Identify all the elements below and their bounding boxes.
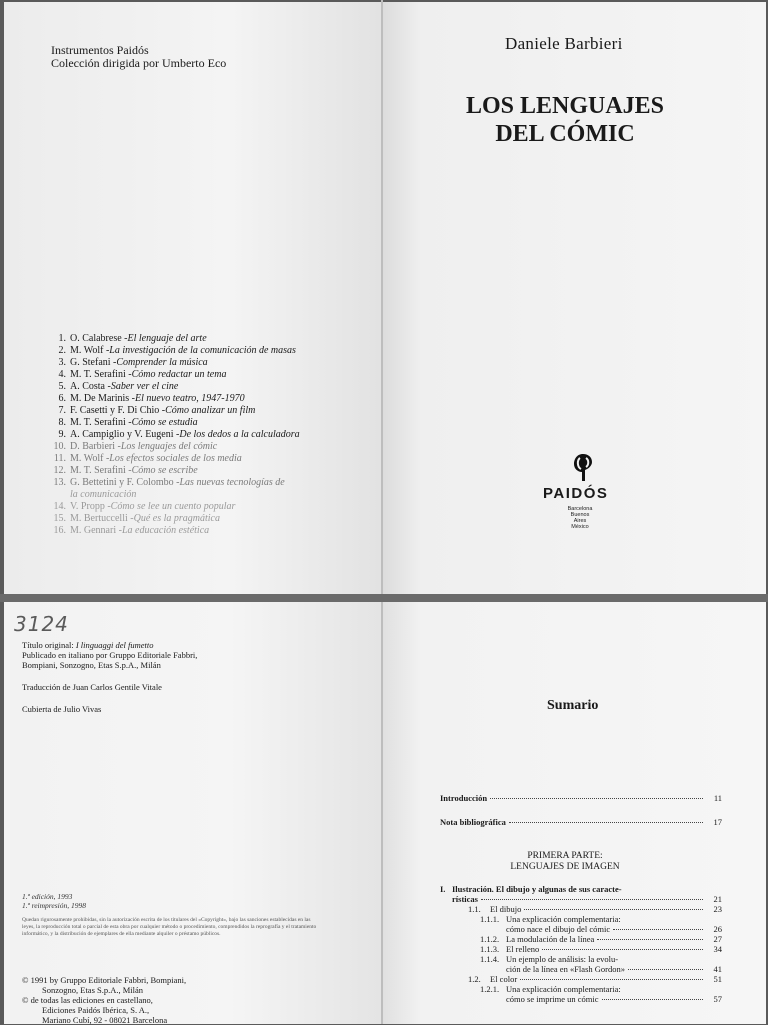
handwritten-number: 3124	[14, 612, 69, 636]
book-author: Daniele Barbieri	[505, 34, 623, 53]
toc-label: Una explicación complementaria:	[506, 914, 621, 924]
toc-entry-number: 1.2.1.	[480, 984, 500, 994]
publisher-cities	[565, 506, 595, 530]
book-author: M. T. Serafini -	[70, 417, 132, 428]
book-author: D. Barbieri -	[70, 441, 121, 452]
copyright-line: Sonzogno, Etas S.p.A., Milán	[42, 985, 144, 995]
book-number: 8.	[58, 417, 66, 428]
credit-value: I linguaggi del fumetto	[75, 640, 154, 650]
book-title: El lenguaje del arte	[127, 333, 207, 344]
toc-entry	[440, 934, 722, 944]
book-title: El nuevo teatro, 1947-1970	[135, 393, 245, 404]
toc-entry	[440, 944, 722, 954]
title-line-2: DEL CÓMIC	[495, 121, 635, 147]
book-list-item	[50, 501, 300, 513]
book-list-item	[50, 429, 300, 441]
book-author: M. Wolf -	[70, 453, 110, 464]
publisher-line: Publicado en italiano por Gruppo Editoriale Fabbri,	[22, 650, 198, 660]
book-title: La investigación de la comunicación de masas	[109, 345, 296, 356]
toc-label: El dibujo	[490, 904, 522, 914]
toc-entry	[440, 984, 722, 994]
book-author: F. Casetti y F. Di Chio -	[70, 405, 166, 416]
book-number: 11.	[53, 453, 66, 464]
book-title: Cómo redactar un tema	[131, 369, 227, 380]
book-list-item	[50, 333, 300, 345]
book-author: M. Wolf -	[70, 345, 110, 356]
book-number: 16.	[53, 525, 66, 536]
book-author: G. Stefani -	[70, 357, 117, 368]
book-title: Los efectos sociales de los media	[109, 453, 242, 464]
toc-entry	[440, 994, 722, 1004]
toc-label: Nota bibliográfica	[440, 817, 506, 827]
book-number: 2.	[58, 345, 66, 356]
book-list-item	[50, 525, 300, 537]
cover-credit: Cubierta de Julio Vivas	[22, 704, 102, 714]
city: Barcelona	[567, 506, 593, 512]
book-title: Cómo se lee un cuento popular	[110, 501, 236, 512]
credit-label: Título original:	[22, 640, 76, 650]
toc-entry-number: 1.2.	[468, 974, 481, 984]
book-author: M. T. Serafini -	[70, 465, 132, 476]
book-title: Los lenguajes del cómic	[120, 441, 218, 452]
toc-entry	[440, 924, 722, 934]
part-title: LENGUAJES DE IMAGEN	[510, 862, 620, 872]
toc-entry-number: 1.1.1.	[480, 914, 500, 924]
book-list-item	[50, 369, 300, 381]
book-title: Cómo se escribe	[131, 465, 198, 476]
book-title: De los dedos a la calculadora	[179, 429, 300, 440]
copyright-line: © 1991 by Gruppo Editoriale Fabbri, Bompiani,	[22, 975, 187, 985]
book-list-item	[50, 441, 300, 453]
book-list-item	[50, 381, 300, 393]
book-number: 4.	[58, 369, 66, 380]
publisher-line: Bompiani, Sonzogno, Etas S.p.A., Milán	[22, 660, 161, 670]
publisher-name: PAIDÓS	[543, 485, 609, 502]
legal-notice: Quedan rigurosamente prohibidas, sin la autorización escrita de los titulares del «Copyright», bajo las sanciones establecidas en las leyes, la reproducción total o parcial de esta obra por cualquier método o procedimiento, comprendidos la reprografía y el tratamiento informático, y la distribución de ejemplares de ella mediante alquiler o préstamo públicos.	[22, 917, 317, 937]
city: México	[571, 524, 589, 530]
copyright-line: © de todas las ediciones en castellano,	[22, 995, 153, 1005]
toc-entry	[440, 914, 722, 924]
copyright-line: Mariano Cubí, 92 - 08021 Barcelona	[42, 1015, 168, 1025]
book-title: Saber ver el cine	[110, 381, 179, 392]
book-number: 6.	[58, 393, 66, 404]
chapter-title-line: Ilustración. El dibujo y algunas de sus caracte-	[452, 884, 622, 894]
toc-label: La modulación de la línea	[506, 934, 595, 944]
toc-label: Una explicación complementaria:	[506, 984, 621, 994]
part-heading	[500, 851, 630, 873]
toc-page: 26	[713, 924, 722, 934]
toc-page: 23	[713, 904, 722, 914]
toc-entry	[440, 974, 722, 984]
toc-page: 57	[713, 994, 722, 1004]
series-editor: Colección dirigida por Umberto Eco	[51, 56, 227, 70]
edition-line: 1.ª edición, 1993	[22, 892, 73, 901]
toc-page: 51	[713, 974, 722, 984]
toc-entry	[440, 954, 722, 964]
toc-label: cómo nace el dibujo del cómic	[506, 924, 611, 934]
book-list-item	[50, 417, 300, 429]
toc-entry	[440, 793, 722, 803]
book-list	[50, 333, 300, 537]
toc-label: ción de la línea en «Flash Gordon»	[506, 964, 625, 974]
book-title: la comunicación	[70, 489, 137, 500]
book-author: M. Gennari -	[70, 525, 122, 536]
book-author: A. Costa -	[70, 381, 111, 392]
chapter-title-end: rísticas	[452, 894, 478, 904]
book-list-item	[50, 489, 300, 501]
translation-credit: Traducción de Juan Carlos Gentile Vitale	[22, 682, 162, 692]
toc-entry-number: 1.1.	[468, 904, 481, 914]
toc-label: El color	[490, 974, 518, 984]
book-title	[430, 92, 700, 148]
book-number: 9.	[58, 429, 66, 440]
copyright-line: Ediciones Paidós Ibérica, S. A.,	[42, 1005, 150, 1015]
book-list-item	[50, 345, 300, 357]
book-number: 1.	[58, 333, 66, 344]
book-number	[50, 489, 66, 501]
title-line-1: LOS LENGUAJES	[465, 93, 665, 119]
book-number: 12.	[53, 465, 66, 476]
book-number: 13.	[53, 477, 66, 488]
chapter-entry	[440, 884, 722, 904]
toc-page: 17	[713, 817, 722, 827]
book-author: M. De Marinis -	[70, 393, 135, 404]
city: Buenos Aires	[570, 512, 590, 524]
toc-entry	[440, 817, 722, 827]
book-number: 15.	[53, 513, 66, 524]
toc-entries	[440, 904, 722, 1004]
toc-page: 34	[713, 944, 722, 954]
book-list-item	[50, 393, 300, 405]
book-title: Comprender la música	[116, 357, 208, 368]
credits-block	[22, 640, 197, 714]
toc-page: 11	[713, 793, 722, 803]
book-number: 5.	[58, 381, 66, 392]
series-name: Instrumentos Paidós	[51, 43, 149, 57]
chapter-title-line	[452, 894, 722, 904]
book-list-item	[50, 405, 300, 417]
part-number: PRIMERA PARTE:	[527, 851, 603, 861]
scan-seam	[0, 594, 768, 602]
book-title: Las nuevas tecnologías de	[179, 477, 285, 488]
toc-page: 41	[713, 964, 722, 974]
copyright-block	[22, 975, 186, 1025]
book-list-item	[50, 465, 300, 477]
chapter-number: I.	[440, 884, 446, 894]
toc-front-matter	[440, 793, 722, 827]
book-number: 7.	[58, 405, 66, 416]
chapter-title	[452, 884, 722, 904]
toc-label: El relleno	[506, 944, 540, 954]
toc-page: 21	[713, 894, 722, 904]
publisher-logo-icon	[566, 450, 600, 484]
toc-entry-number: 1.1.2.	[480, 934, 500, 944]
book-number: 14.	[53, 501, 66, 512]
book-list-item	[50, 357, 300, 369]
toc-chapter	[440, 884, 722, 1004]
book-title: La educación estética	[121, 525, 210, 536]
book-number: 10.	[53, 441, 66, 452]
toc-label: Un ejemplo de análisis: la evolu-	[506, 954, 619, 964]
toc-label: Introducción	[440, 793, 488, 803]
book-author: A. Campiglio y V. Eugeni -	[70, 429, 180, 440]
book-author: V. Propp -	[70, 501, 111, 512]
toc-entry	[440, 904, 722, 914]
book-author: M. T. Serafini -	[70, 369, 132, 380]
toc-entry	[440, 964, 722, 974]
toc-entry-number: 1.1.3.	[480, 944, 500, 954]
book-author: G. Bettetini y F. Colombo -	[70, 477, 180, 488]
original-title-line	[22, 640, 197, 650]
book-author: O. Calabrese -	[70, 333, 128, 344]
series-info	[51, 44, 226, 70]
toc-label: cómo se imprime un cómic	[506, 994, 599, 1004]
book-author: M. Bertuccelli -	[70, 513, 134, 524]
toc-heading: Sumario	[547, 698, 599, 713]
toc-entry-number: 1.1.4.	[480, 954, 500, 964]
book-gutter	[381, 0, 383, 1024]
book-number: 3.	[58, 357, 66, 368]
book-list-item	[50, 453, 300, 465]
edition-info	[22, 892, 86, 910]
toc-page: 27	[713, 934, 722, 944]
book-title: Qué es la pragmática	[133, 513, 220, 524]
book-title: Cómo se estudia	[131, 417, 198, 428]
edition-line: 1.ª reimpresión, 1998	[22, 901, 87, 910]
book-list-item	[50, 513, 300, 525]
book-title: Cómo analizar un film	[165, 405, 256, 416]
book-list-item	[50, 477, 300, 489]
